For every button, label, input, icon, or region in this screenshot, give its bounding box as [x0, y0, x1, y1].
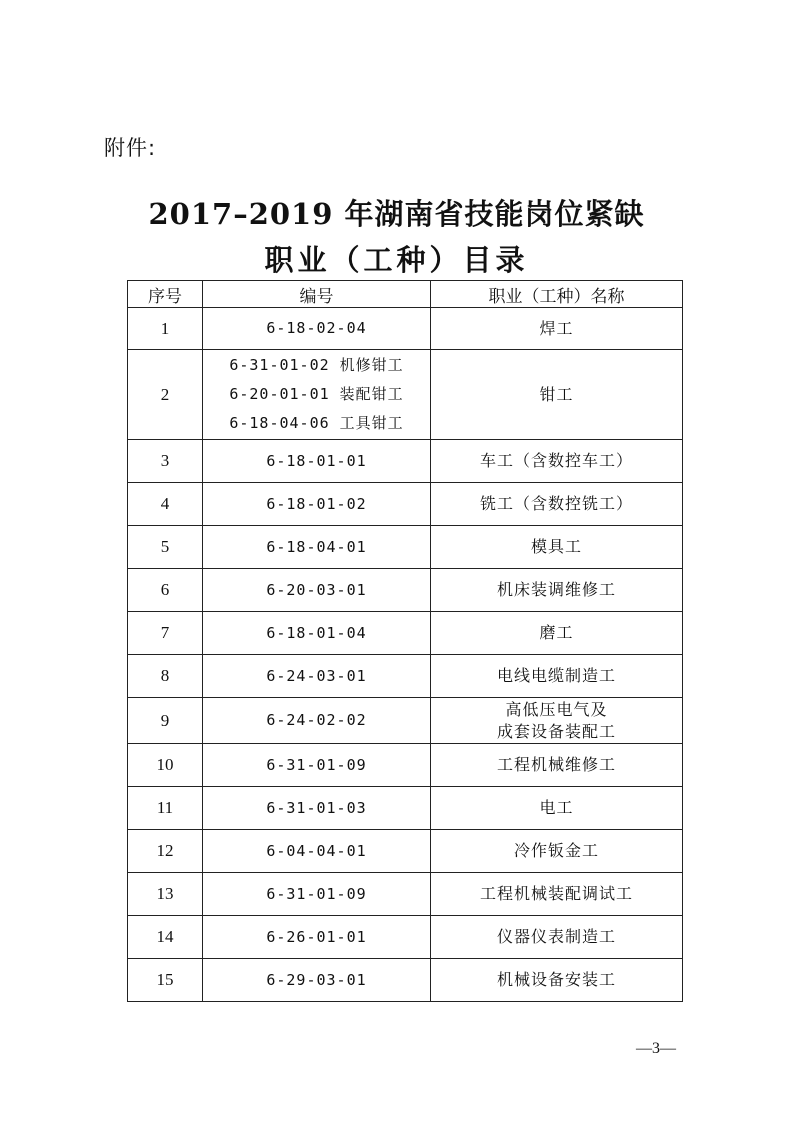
code-text: 6-31-01-03	[266, 798, 367, 817]
occupation-name-text: 模具工	[530, 537, 582, 556]
cell-occupation-name	[431, 698, 683, 744]
cell-code	[203, 526, 431, 569]
page-number: —3—	[636, 1040, 676, 1057]
occupation-name-text: 铣工（含数控铣工）	[479, 494, 633, 513]
occupation-name-text: 仪器仪表制造工	[496, 927, 616, 946]
cell-serial-number: 14	[128, 916, 203, 959]
cell-code	[203, 483, 431, 526]
table-row	[128, 744, 683, 787]
header-occupation-name: 职业（工种）名称	[431, 281, 683, 308]
document-title-line2: 职业（工种）目录	[264, 243, 529, 277]
cell-code	[203, 698, 431, 744]
cell-code	[203, 830, 431, 873]
occupation-name-text: 电工	[539, 798, 574, 817]
table-row	[128, 440, 683, 483]
cell-serial-number: 15	[128, 959, 203, 1002]
cell-occupation-name	[431, 350, 683, 440]
code-text: 6-04-04-01	[266, 841, 367, 860]
cell-code	[203, 569, 431, 612]
cell-occupation-name	[431, 873, 683, 916]
cell-code	[203, 308, 431, 350]
code-text: 6-18-01-04	[266, 623, 367, 642]
code-text: 6-31-01-09	[266, 755, 367, 774]
cell-code	[203, 959, 431, 1002]
cell-code	[203, 873, 431, 916]
table-body	[128, 308, 683, 1002]
cell-occupation-name	[431, 526, 683, 569]
table-row	[128, 569, 683, 612]
cell-occupation-name	[431, 655, 683, 698]
occupation-name-text: 钳工	[539, 384, 574, 404]
cell-occupation-name	[431, 308, 683, 350]
cell-occupation-name	[431, 959, 683, 1002]
table-row	[128, 526, 683, 569]
cell-serial-number: 9	[128, 698, 203, 744]
cell-occupation-name	[431, 916, 683, 959]
occupation-name-text: 机床装调维修工	[496, 580, 616, 599]
code-text: 6-29-03-01	[266, 970, 367, 989]
code-text: 6-31-01-02 机修钳工	[229, 356, 404, 374]
cell-occupation-name	[431, 744, 683, 787]
cell-serial-number: 4	[128, 483, 203, 526]
cell-code	[203, 655, 431, 698]
occupation-name-text: 电线电缆制造工	[496, 666, 616, 685]
occupation-name-text: 高低压电气及	[505, 699, 608, 719]
cell-occupation-name	[431, 612, 683, 655]
cell-serial-number: 5	[128, 526, 203, 569]
cell-code	[203, 440, 431, 483]
occupation-name-text: 工程机械维修工	[496, 755, 616, 774]
table-row	[128, 612, 683, 655]
table-row	[128, 483, 683, 526]
table-row	[128, 655, 683, 698]
cell-serial-number: 11	[128, 787, 203, 830]
cell-serial-number: 7	[128, 612, 203, 655]
code-text: 6-20-03-01	[266, 580, 367, 599]
table-row	[128, 787, 683, 830]
header-serial-number: 序号	[128, 281, 203, 308]
code-text: 6-20-01-01 装配钳工	[229, 385, 404, 403]
occupation-name-text: 焊工	[539, 318, 574, 338]
cell-occupation-name	[431, 830, 683, 873]
cell-code	[203, 916, 431, 959]
occupation-name-text: 成套设备装配工	[496, 721, 616, 741]
cell-code	[203, 744, 431, 787]
code-text: 6-24-03-01	[266, 666, 367, 685]
table-row	[128, 873, 683, 916]
occupation-name-text: 冷作钣金工	[513, 841, 599, 860]
code-text: 6-18-01-02	[266, 494, 367, 513]
code-text: 6-18-01-01	[266, 451, 367, 470]
occupation-name-text: 工程机械装配调试工	[479, 884, 633, 903]
code-text: 6-31-01-09	[266, 884, 367, 903]
cell-code	[203, 612, 431, 655]
code-text: 6-18-04-01	[266, 537, 367, 556]
table-header-row	[128, 281, 683, 308]
cell-occupation-name	[431, 569, 683, 612]
cell-serial-number: 12	[128, 830, 203, 873]
attachment-label: 附件:	[104, 136, 157, 160]
header-code: 编号	[203, 281, 431, 308]
code-text: 6-24-02-02	[266, 711, 367, 729]
cell-serial-number: 8	[128, 655, 203, 698]
table-row	[128, 916, 683, 959]
cell-serial-number: 1	[128, 308, 203, 350]
table-row	[128, 830, 683, 873]
cell-serial-number: 3	[128, 440, 203, 483]
cell-code	[203, 787, 431, 830]
occupation-table	[127, 280, 683, 1002]
table-row	[128, 350, 683, 440]
code-text: 6-18-02-04	[266, 319, 367, 337]
cell-serial-number: 2	[128, 350, 203, 440]
code-text: 6-26-01-01	[266, 927, 367, 946]
occupation-name-text: 车工（含数控车工）	[479, 451, 633, 470]
cell-occupation-name	[431, 483, 683, 526]
document-title-line1: 2017–2019 年湖南省技能岗位紧缺	[148, 197, 645, 231]
code-text: 6-18-04-06 工具钳工	[229, 414, 404, 432]
table-row	[128, 959, 683, 1002]
cell-occupation-name	[431, 787, 683, 830]
cell-occupation-name	[431, 440, 683, 483]
occupation-name-text: 磨工	[539, 623, 574, 642]
table-row	[128, 698, 683, 744]
cell-serial-number: 10	[128, 744, 203, 787]
table-row	[128, 308, 683, 350]
cell-serial-number: 13	[128, 873, 203, 916]
occupation-name-text: 机械设备安装工	[496, 970, 616, 989]
cell-serial-number: 6	[128, 569, 203, 612]
cell-code	[203, 350, 431, 440]
